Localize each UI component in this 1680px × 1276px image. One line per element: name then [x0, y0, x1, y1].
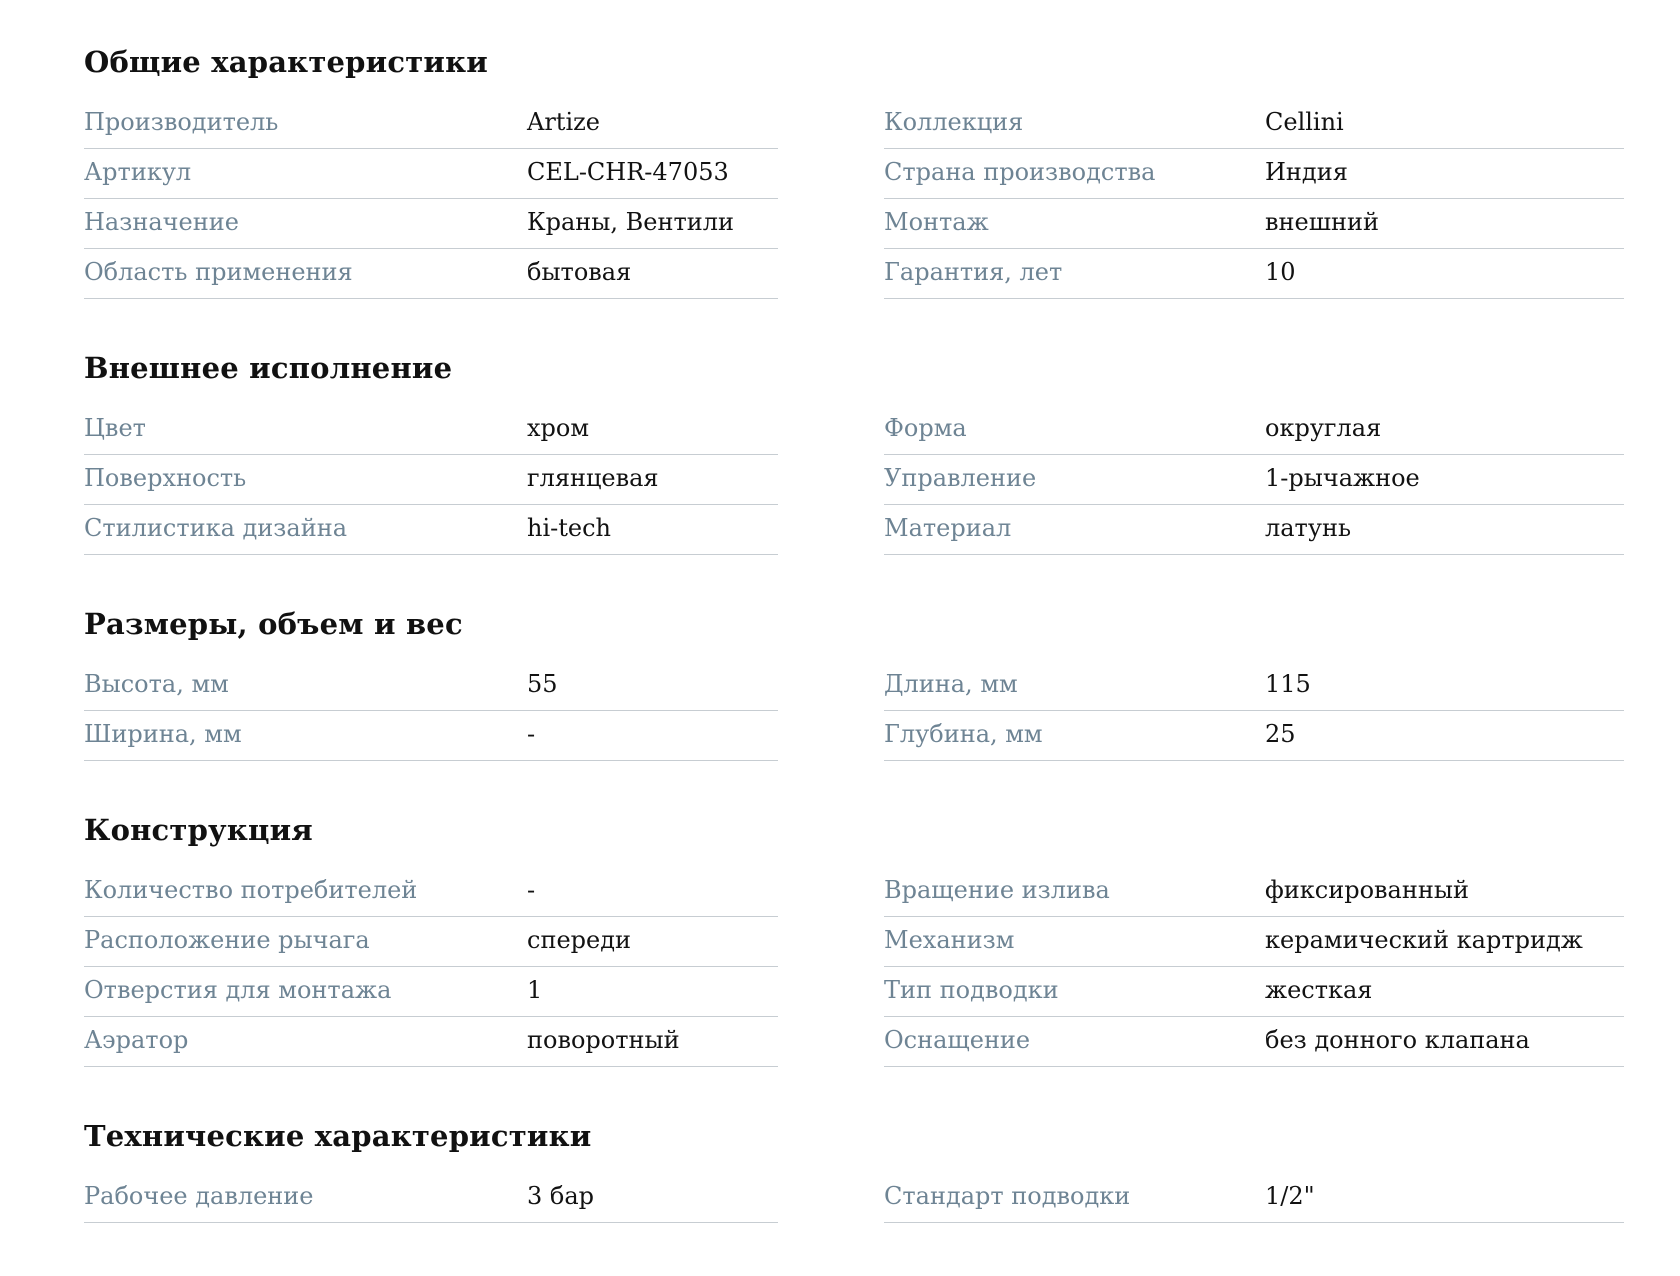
spec-row	[884, 661, 1624, 711]
spec-row	[884, 1173, 1624, 1223]
spec-value: округлая	[1265, 414, 1382, 442]
spec-column-left	[84, 867, 778, 1067]
spec-label: Оснащение	[884, 1026, 1031, 1054]
spec-row	[84, 249, 778, 299]
spec-row	[884, 505, 1624, 555]
spec-label: Вращение излива	[884, 876, 1110, 904]
spec-value: спереди	[527, 926, 631, 954]
spec-row	[84, 867, 778, 917]
spec-label: Производитель	[84, 108, 279, 136]
spec-row	[884, 711, 1624, 761]
spec-grid	[84, 99, 1624, 299]
spec-row	[84, 711, 778, 761]
spec-value: фиксированный	[1265, 876, 1469, 904]
spec-column-right	[884, 1173, 1624, 1223]
spec-row	[884, 99, 1624, 149]
spec-value: внешний	[1265, 208, 1380, 236]
spec-label: Артикул	[84, 158, 192, 186]
spec-value: 25	[1265, 720, 1296, 748]
spec-value: 55	[527, 670, 558, 698]
spec-label: Высота, мм	[84, 670, 229, 698]
spec-label: Область применения	[84, 258, 353, 286]
spec-grid	[84, 867, 1624, 1067]
spec-value: без донного клапана	[1265, 1026, 1530, 1054]
spec-label: Количество потребителей	[84, 876, 418, 904]
spec-row	[884, 199, 1624, 249]
spec-value: 3 бар	[527, 1182, 595, 1210]
spec-row	[84, 917, 778, 967]
spec-row	[84, 661, 778, 711]
spec-label: Монтаж	[884, 208, 989, 236]
spec-value: 115	[1265, 670, 1311, 698]
spec-row	[884, 249, 1624, 299]
spec-value: 1-рычажное	[1265, 464, 1420, 492]
spec-column-left	[84, 661, 778, 761]
spec-value: латунь	[1265, 514, 1352, 542]
spec-value: поворотный	[527, 1026, 680, 1054]
spec-row	[884, 455, 1624, 505]
section-appearance	[84, 340, 1624, 555]
spec-label: Управление	[884, 464, 1037, 492]
spec-row	[884, 1017, 1624, 1067]
spec-value: Индия	[1265, 158, 1348, 186]
section-title: Технические характеристики	[84, 1119, 592, 1153]
spec-label: Цвет	[84, 414, 146, 442]
section-title: Конструкция	[84, 813, 313, 847]
spec-value: Cellini	[1265, 108, 1344, 136]
spec-column-right	[884, 661, 1624, 761]
spec-row	[884, 405, 1624, 455]
spec-value: CEL-CHR-47053	[527, 158, 729, 186]
section-general	[84, 34, 1624, 299]
spec-label: Аэратор	[84, 1026, 189, 1054]
spec-row	[84, 1017, 778, 1067]
spec-label: Ширина, мм	[84, 720, 242, 748]
spec-column-right	[884, 867, 1624, 1067]
spec-label: Страна производства	[884, 158, 1156, 186]
spec-value: 1	[527, 976, 543, 1004]
spec-column-left	[84, 1173, 778, 1223]
spec-row	[884, 867, 1624, 917]
spec-column-right	[884, 405, 1624, 555]
spec-label: Поверхность	[84, 464, 247, 492]
spec-row	[84, 149, 778, 199]
spec-label: Длина, мм	[884, 670, 1018, 698]
spec-value: 1/2"	[1265, 1182, 1315, 1210]
spec-row	[84, 455, 778, 505]
spec-value: -	[527, 720, 536, 748]
spec-label: Стандарт подводки	[884, 1182, 1131, 1210]
spec-value: Artize	[527, 108, 600, 136]
spec-row	[84, 967, 778, 1017]
spec-label: Гарантия, лет	[884, 258, 1063, 286]
section-construction	[84, 802, 1624, 1067]
spec-label: Назначение	[84, 208, 239, 236]
spec-column-right	[884, 99, 1624, 299]
spec-value: жесткая	[1265, 976, 1373, 1004]
spec-grid	[84, 405, 1624, 555]
spec-row	[884, 967, 1624, 1017]
spec-column-left	[84, 405, 778, 555]
spec-row	[84, 99, 778, 149]
section-title: Внешнее исполнение	[84, 351, 453, 385]
spec-label: Механизм	[884, 926, 1015, 954]
spec-label: Рабочее давление	[84, 1182, 314, 1210]
spec-row	[84, 1173, 778, 1223]
section-title: Общие характеристики	[84, 45, 488, 79]
spec-column-left	[84, 99, 778, 299]
spec-row	[84, 199, 778, 249]
spec-label: Коллекция	[884, 108, 1024, 136]
spec-value: -	[527, 876, 536, 904]
spec-label: Тип подводки	[884, 976, 1059, 1004]
spec-label: Глубина, мм	[884, 720, 1043, 748]
spec-value: Краны, Вентили	[527, 208, 734, 236]
spec-value: керамический картридж	[1265, 926, 1583, 954]
spec-value: глянцевая	[527, 464, 659, 492]
spec-grid	[84, 1173, 1624, 1223]
spec-grid	[84, 661, 1624, 761]
section-dimensions	[84, 596, 1624, 761]
spec-label: Форма	[884, 414, 967, 442]
spec-row	[884, 917, 1624, 967]
spec-row	[84, 405, 778, 455]
section-technical	[84, 1108, 1624, 1223]
specifications-page	[84, 34, 1624, 1223]
spec-value: 10	[1265, 258, 1296, 286]
spec-value: хром	[527, 414, 590, 442]
spec-label: Расположение рычага	[84, 926, 370, 954]
spec-value: hi-tech	[527, 514, 611, 542]
spec-label: Материал	[884, 514, 1012, 542]
spec-label: Стилистика дизайна	[84, 514, 348, 542]
spec-row	[84, 505, 778, 555]
spec-value: бытовая	[527, 258, 632, 286]
spec-label: Отверстия для монтажа	[84, 976, 392, 1004]
section-title: Размеры, объем и вес	[84, 607, 463, 641]
spec-row	[884, 149, 1624, 199]
